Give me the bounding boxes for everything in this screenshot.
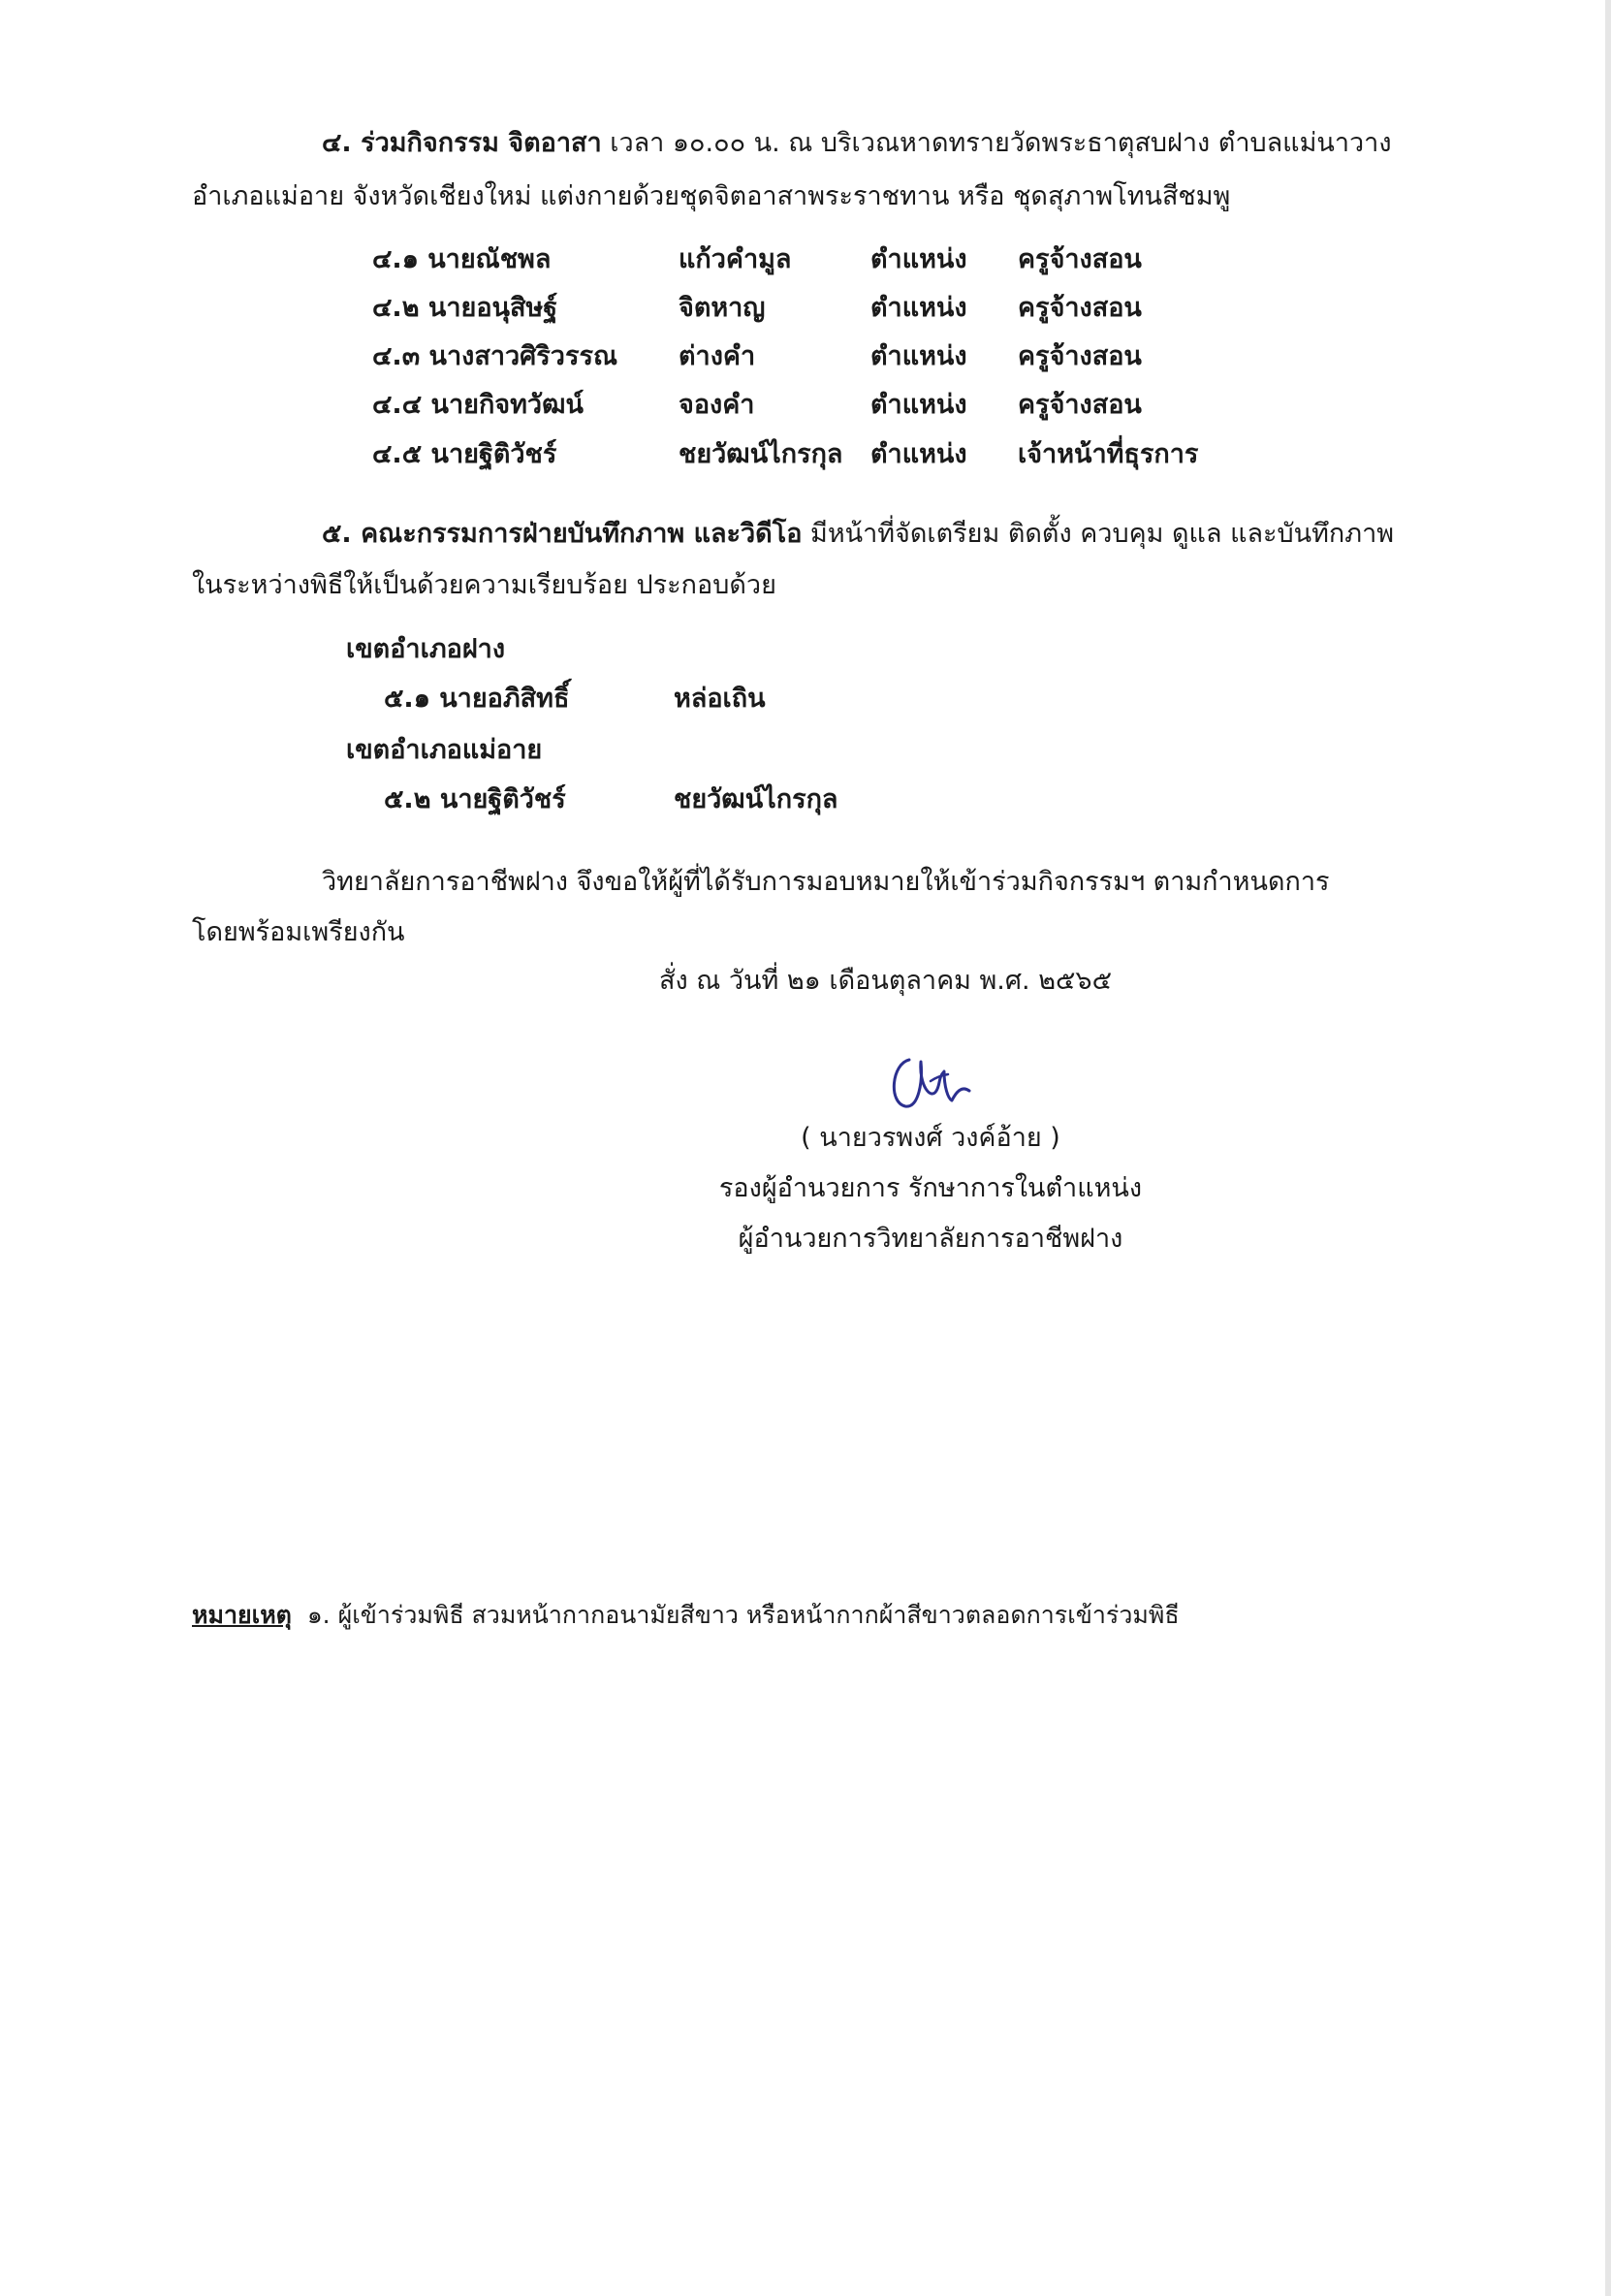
- member5-2-name: ๕.๒ นายฐิติวัชร์: [384, 784, 566, 814]
- member5-2-surname: ชยวัฒน์ไกรกุล: [674, 784, 838, 814]
- closing-line2: โดยพร้อมเพรียงกัน: [192, 917, 405, 947]
- position-label: ตำแหน่ง: [870, 244, 967, 274]
- signer-name: ( นายวรพงศ์ วงค์อ้าย ): [801, 1123, 1060, 1153]
- member-name: ๔.๑ นายณัชพล: [372, 244, 552, 274]
- district-fang: เขตอำเภอฝาง: [346, 634, 506, 664]
- note-line: [192, 1598, 1180, 1633]
- position-label: ตำแหน่ง: [870, 293, 967, 323]
- position-label: ตำแหน่ง: [870, 439, 967, 469]
- section4-member-row: [372, 242, 1245, 277]
- note-text: ๑. ผู้เข้าร่วมพิธี สวมหน้ากากอนามัยสีขาว หรือหน้ากากผ้าสีขาวตลอดการเข้าร่วมพิธี: [306, 1601, 1180, 1629]
- member5-1-name: ๕.๑ นายอภิสิทธิ์: [384, 684, 570, 714]
- section4-member-row: [372, 339, 1245, 374]
- section4-line2: อำเภอแม่อาย จังหวัดเชียงใหม่ แต่งกายด้วยชุดจิตอาสาพระราชทาน หรือ ชุดสุภาพโทนสีชมพู: [192, 181, 1231, 211]
- position-label: ตำแหน่ง: [870, 390, 967, 420]
- position-label: ตำแหน่ง: [870, 341, 967, 371]
- member-position: ครูจ้างสอน: [1018, 293, 1142, 323]
- member-surname: จิตหาญ: [679, 293, 766, 323]
- section5-heading: ๕. คณะกรรมการฝ่ายบันทึกภาพ และวิดีโอ: [322, 519, 803, 549]
- member-name: ๔.๒ นายอนุสิษฐ์: [372, 293, 558, 323]
- section4-member-row: [372, 437, 1245, 472]
- member-name: ๔.๕ นายฐิติวัชร์: [372, 439, 557, 469]
- member-position: ครูจ้างสอน: [1018, 390, 1142, 420]
- page-edge: [1605, 0, 1611, 2296]
- section5-line1: [322, 517, 1394, 552]
- section4-line1-text: เวลา ๑๐.๐๐ น. ณ บริเวณหาดทรายวัดพระธาตุสบฝาง ตำบลแม่นาวาง: [601, 128, 1392, 158]
- member-surname: ต่างคำ: [679, 341, 756, 371]
- member-name: ๔.๔ นายกิจทวัฒน์: [372, 390, 584, 420]
- district-maeai: เขตอำเภอแม่อาย: [346, 735, 543, 765]
- member5-1-surname: หล่อเถิน: [674, 684, 766, 714]
- section4-line1: [322, 126, 1392, 161]
- member-surname: จองคำ: [679, 390, 755, 420]
- signer-title-2: ผู้อำนวยการวิทยาลัยการอาชีพฝาง: [738, 1224, 1123, 1254]
- handwritten-signature: [880, 1042, 987, 1120]
- member-surname: แก้วคำมูล: [679, 244, 792, 274]
- section4-member-row: [372, 291, 1245, 326]
- order-date: สั่ง ณ วันที่ ๒๑ เดือนตุลาคม พ.ศ. ๒๕๖๕: [659, 966, 1113, 996]
- member-name: ๔.๓ นางสาวศิริวรรณ: [372, 341, 618, 371]
- signer-title-1: รองผู้อำนวยการ รักษาการในตำแหน่ง: [718, 1173, 1143, 1203]
- section5-line2: ในระหว่างพิธีให้เป็นด้วยความเรียบร้อย ประกอบด้วย: [192, 570, 776, 600]
- section5-line1-text: มีหน้าที่จัดเตรียม ติดตั้ง ควบคุม ดูแล และบันทึกภาพ: [802, 519, 1395, 549]
- member-position: ครูจ้างสอน: [1018, 244, 1142, 274]
- member-surname: ชยวัฒน์ไกรกุล: [679, 439, 843, 469]
- section4-member-row: [372, 388, 1245, 423]
- member-position: เจ้าหน้าที่ธุรการ: [1018, 439, 1199, 469]
- member-position: ครูจ้างสอน: [1018, 341, 1142, 371]
- section4-heading: ๔. ร่วมกิจกรรม จิตอาสา: [322, 128, 602, 158]
- closing-line1: วิทยาลัยการอาชีพฝาง จึงขอให้ผู้ที่ได้รับการมอบหมายให้เข้าร่วมกิจกรรมฯ ตามกำหนดการ: [322, 867, 1330, 897]
- note-label: หมายเหตุ: [192, 1601, 292, 1629]
